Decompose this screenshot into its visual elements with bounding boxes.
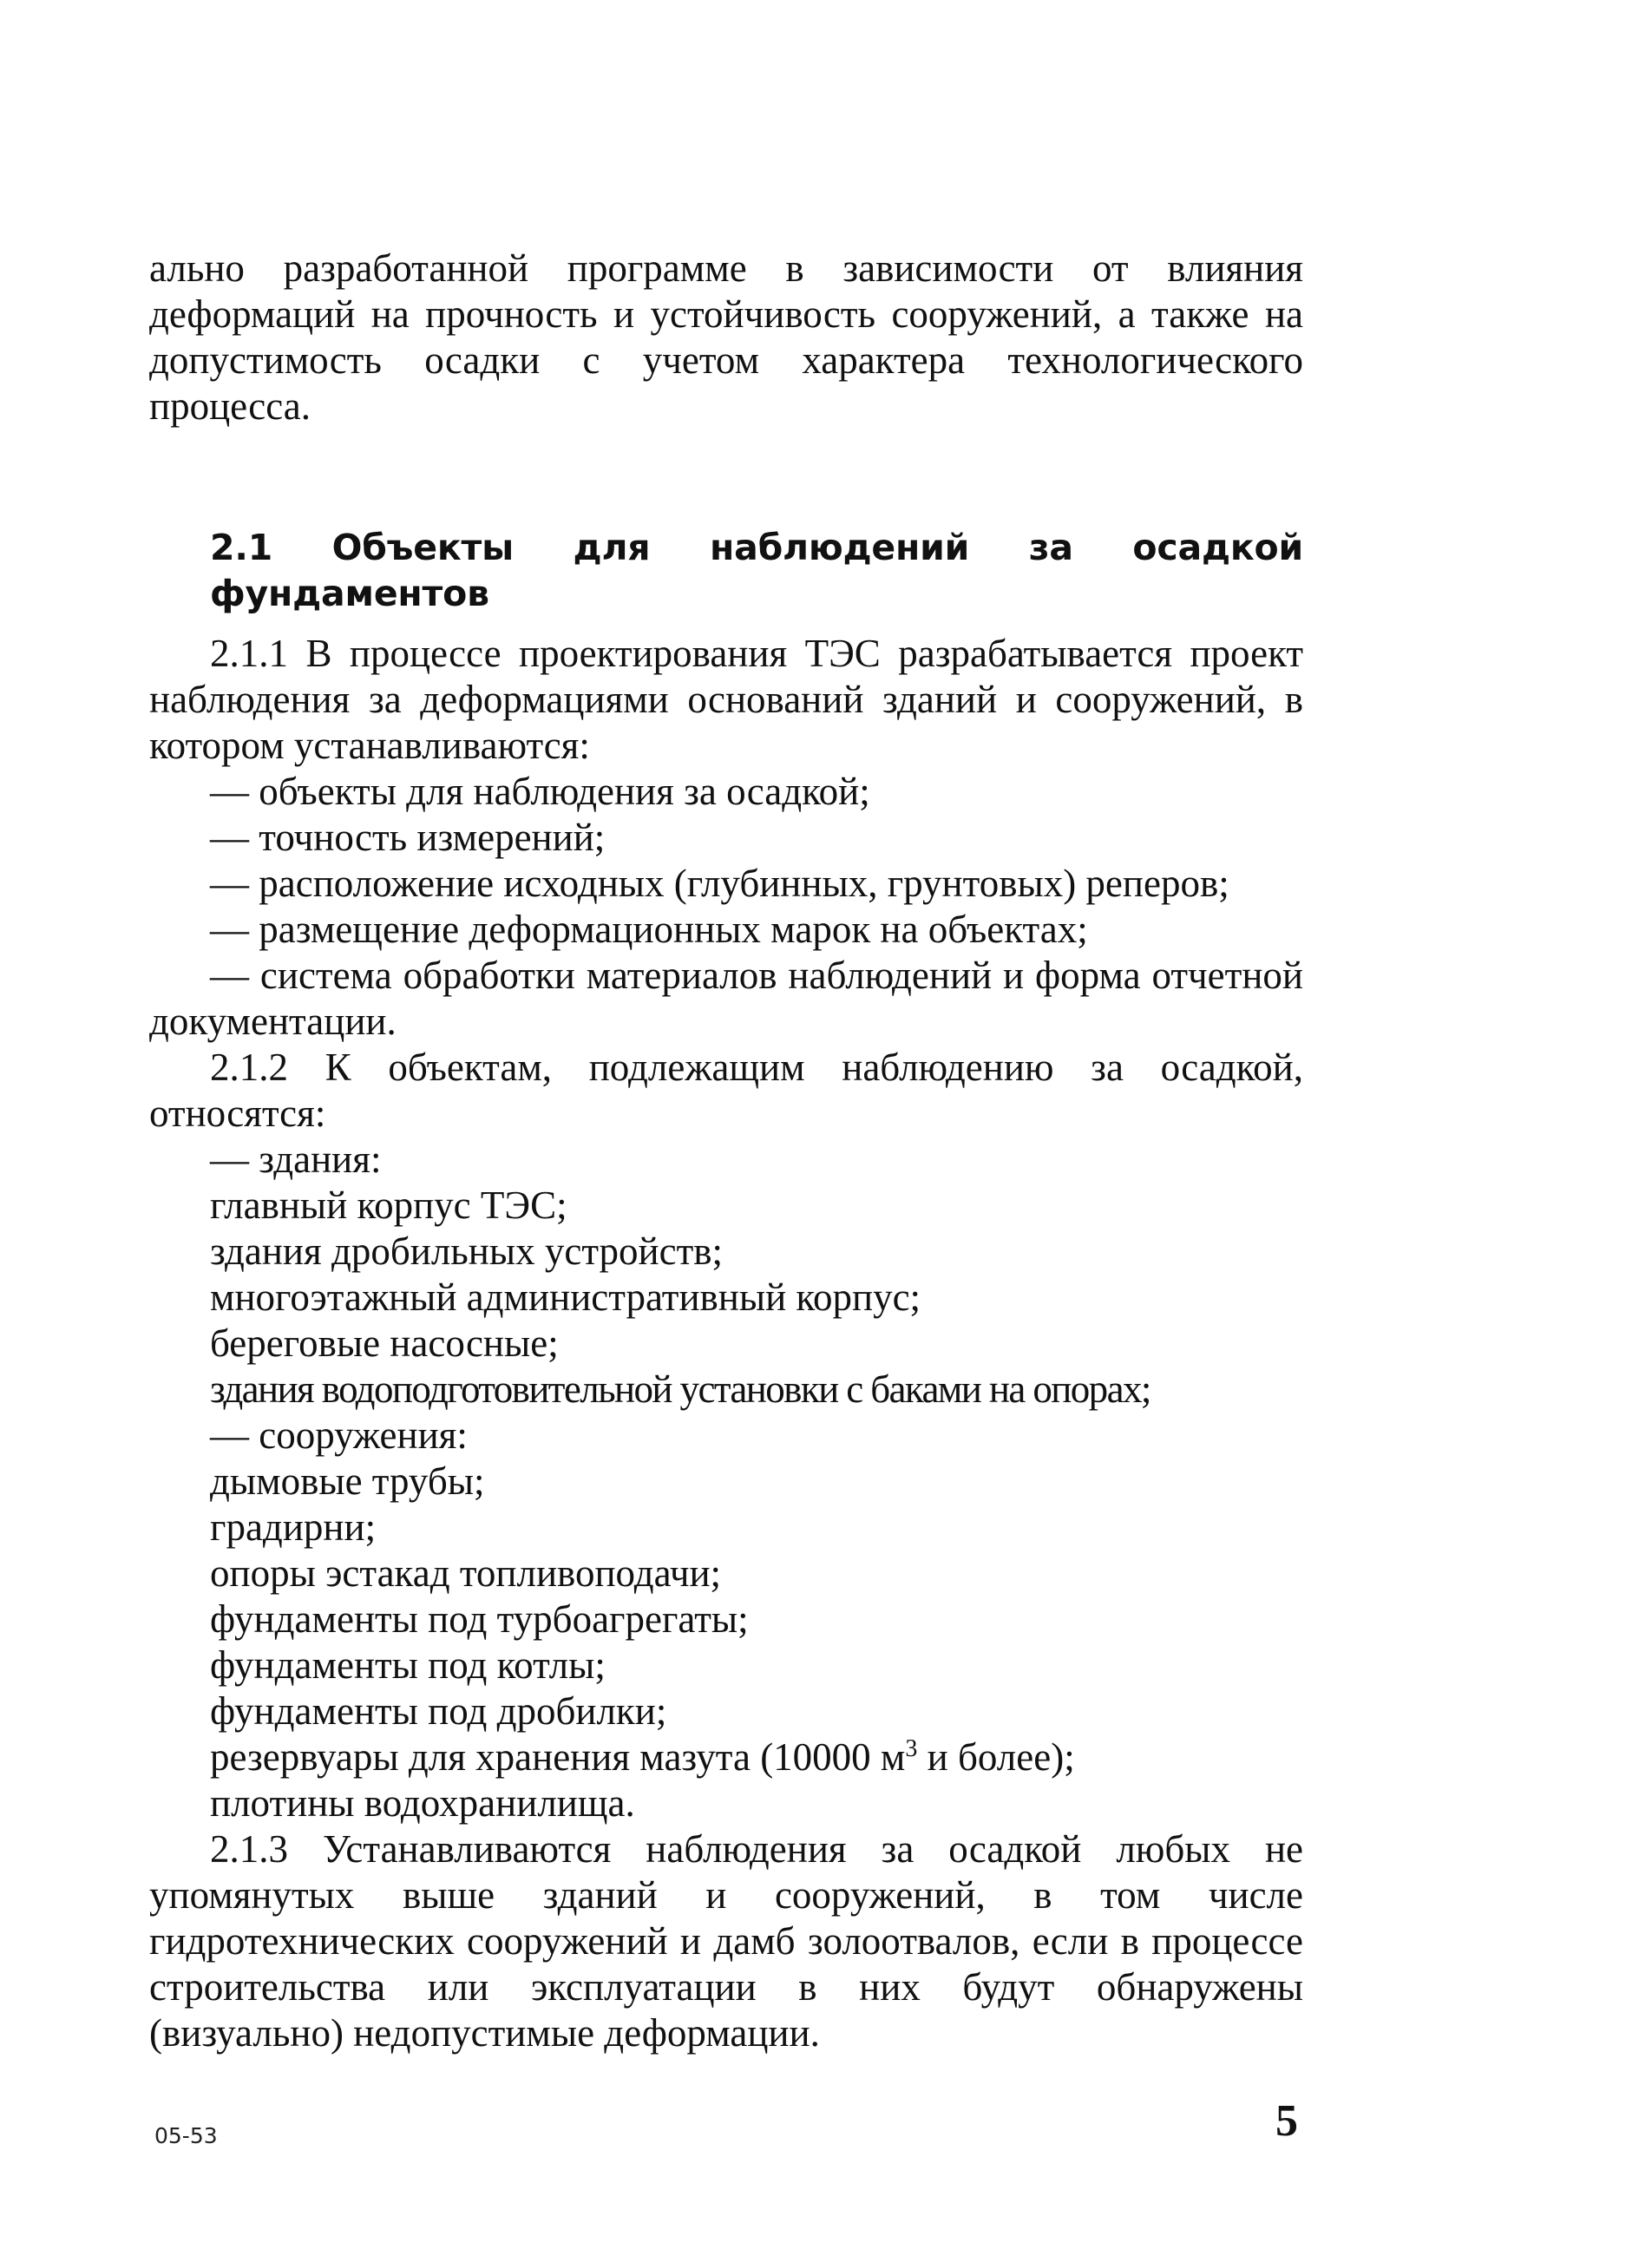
list-item: плотины водохранилища. [210,1781,635,1825]
clause-number: 2.1.3 [210,1827,288,1871]
clause-text: К объектам, подлежащим наблюдению за осадкой, относятся: [149,1046,1304,1135]
structures-label: — сооружения: [210,1413,468,1457]
clause-2-1-1 [149,631,1303,769]
list-item: здания дробильных устройств; [210,1229,724,1273]
list-item: фундаменты под котлы; [210,1643,606,1687]
footer-code: 05-53 [154,2123,218,2148]
tanks-text-end: и более); [917,1735,1075,1779]
clause-number: 2.1.2 [210,1046,288,1089]
section-content [149,525,1303,2056]
intro-paragraph-block [149,246,1303,429]
list-item: дымовые трубы; [210,1459,485,1503]
list-item: — система обработки материалов наблюдений и форма отчетной документации. [149,954,1303,1043]
list-item: здания водоподготовительной установки с баками на опорах; [210,1367,1150,1411]
buildings-list [149,1183,1303,1413]
list-item: — расположение исходных (глубинных, грунтовых) реперов; [210,862,1229,905]
list-item: — точность измерений; [210,816,606,859]
clause-2-1-2 [149,1045,1303,1137]
list-item: градирни; [210,1505,377,1549]
list-item: — объекты для наблюдения за осадкой; [210,770,870,813]
clause-text: В процессе проектирования ТЭС разрабатывается проект наблюдения за деформациями оснований зданий и сооружений, в котором устанавливаются: [149,632,1304,767]
page-number: 5 [1275,2096,1298,2146]
list-item: — размещение деформационных марок на объектах; [210,908,1088,951]
tanks-text: резервуары для хранения мазута (10000 м [210,1735,906,1779]
buildings-label: — здания: [210,1138,382,1181]
clause-text: Устанавливаются наблюдения за осадкой любых не упомянутых выше зданий и сооружений, в том числе гидротехнических сооружений и дамб золоотвалов, если в процессе строительства или эксплуатации в них будут обнаружены (визуально) недопустимые деформации. [149,1827,1304,2055]
list-item: главный корпус ТЭС; [210,1183,567,1227]
list-item: многоэтажный административный корпус; [210,1275,921,1319]
intro-paragraph: ально разработанной программе в зависимости от влияния деформаций на прочность и устойчивость сооружений, а также на допустимость осадки с учетом характера технологического процесса. [149,246,1303,428]
list-item: опоры эстакад топливоподачи; [210,1551,722,1595]
list-item: фундаменты под дробилки; [210,1689,667,1733]
structures-list [149,1459,1303,1826]
list-item [149,1734,1303,1780]
project-contents-list [149,769,1303,1045]
list-item: фундаменты под турбоагрегаты; [210,1597,749,1641]
clause-2-1-3 [149,1826,1303,2056]
clause-number: 2.1.1 [210,632,288,675]
section-heading: 2.1 Объекты для наблюдений за осадкой фундаментов [210,527,1303,614]
list-item: береговые насосные; [210,1321,559,1365]
superscript-exponent: 3 [905,1735,918,1762]
